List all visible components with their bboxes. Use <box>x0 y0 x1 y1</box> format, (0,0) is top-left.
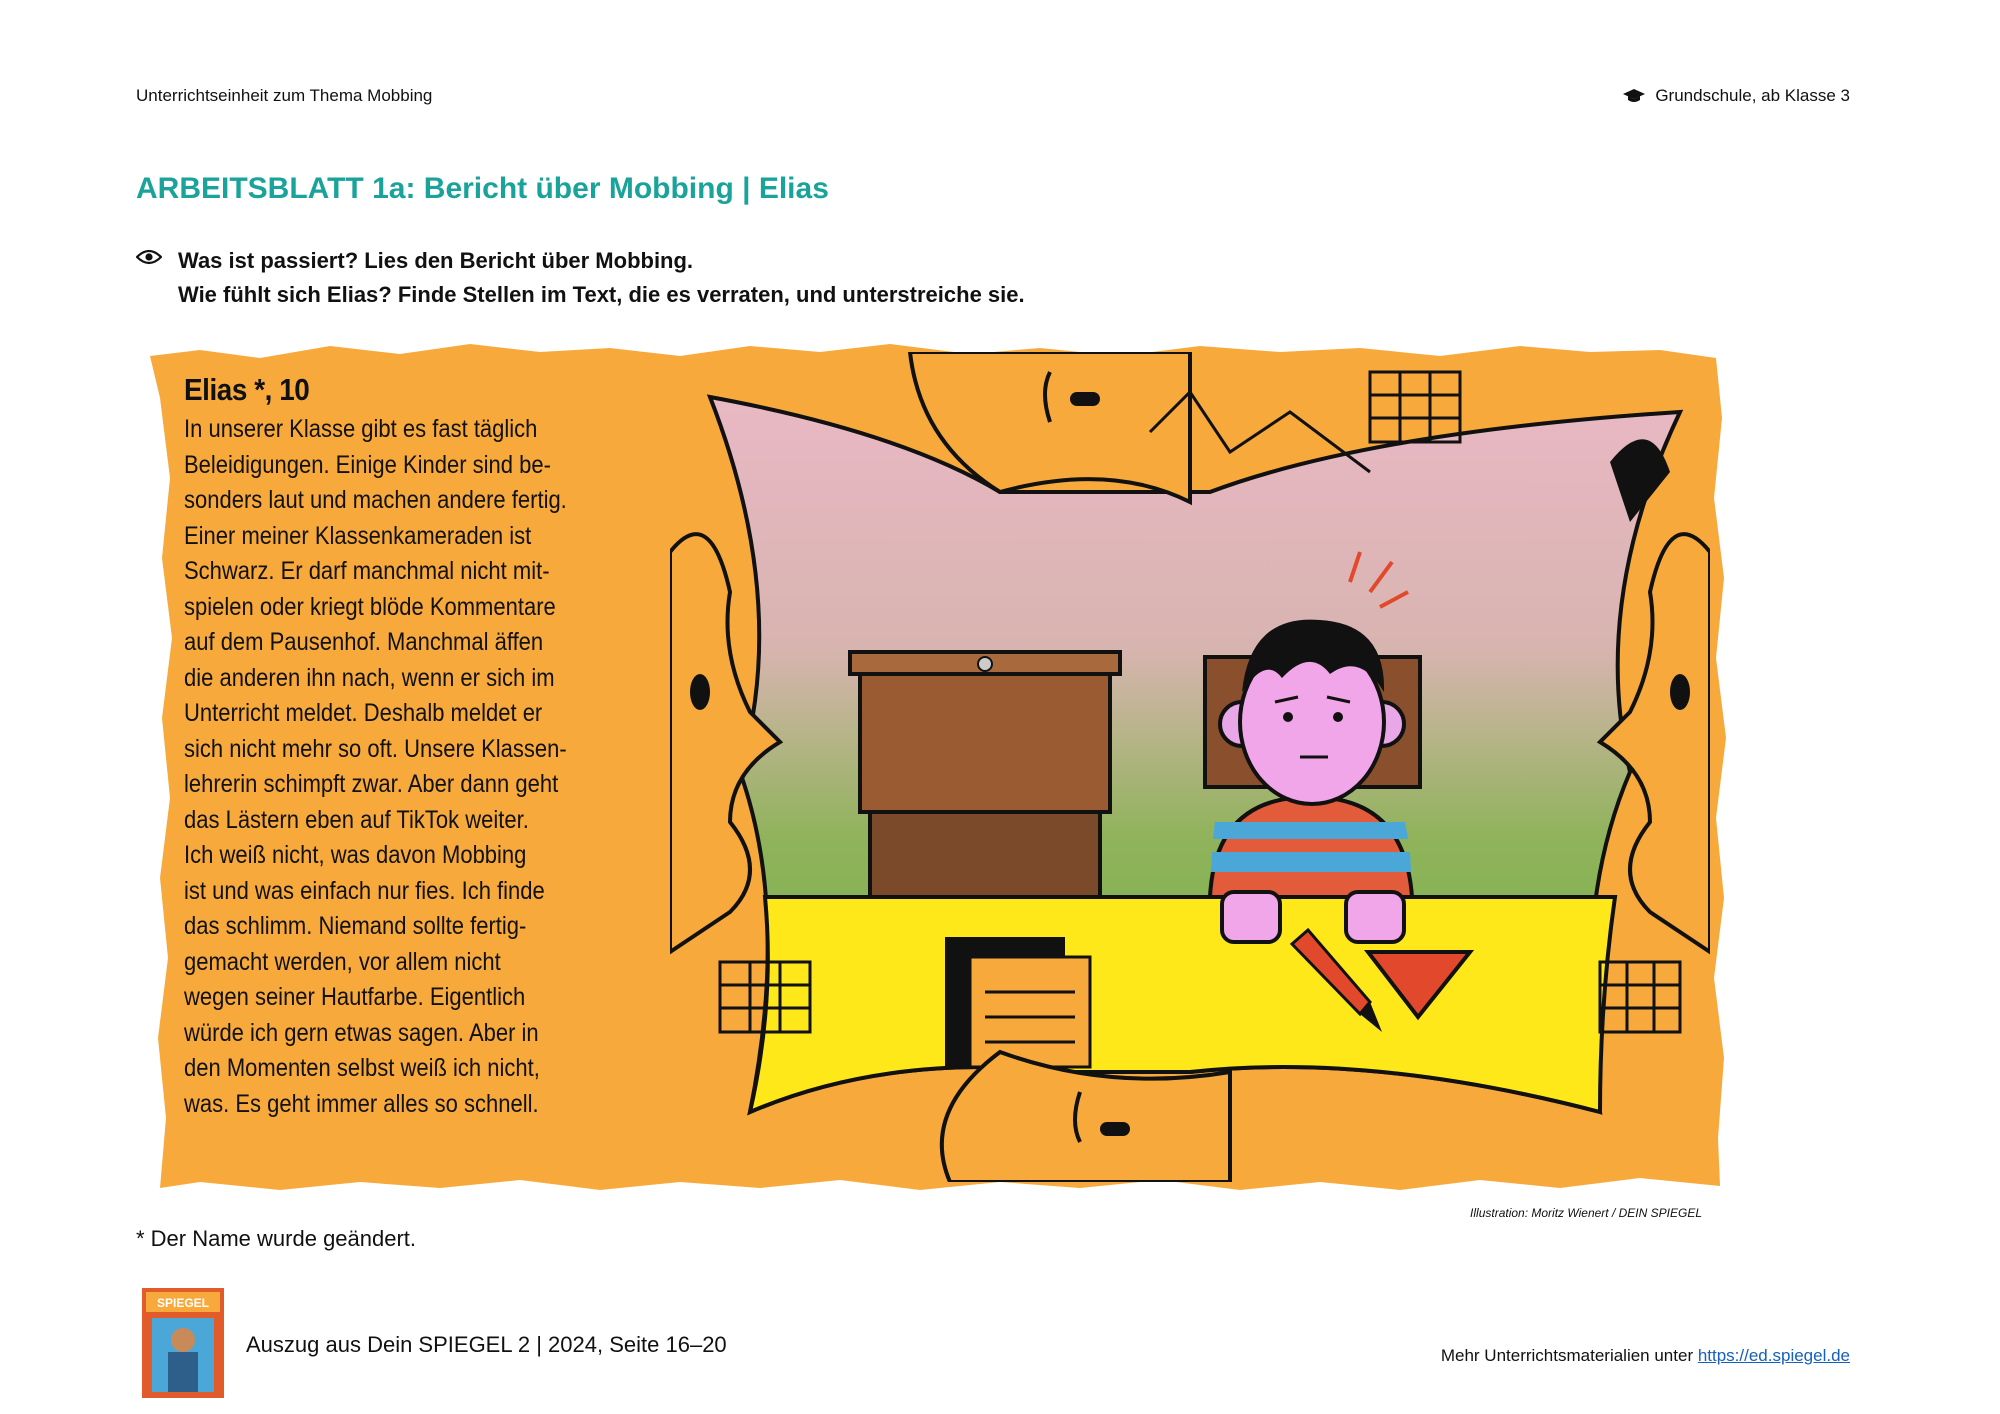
task-instructions <box>136 244 1025 312</box>
illustration-boy-surrounded-by-faces <box>670 352 1710 1182</box>
story-line: sich nicht mehr so oft. Unsere Klassen- <box>184 734 567 763</box>
story-line: Schwarz. Er darf manchmal nicht mit- <box>184 557 550 585</box>
header-unit-title: Unterrichtseinheit zum Thema Mobbing <box>136 86 433 105</box>
graduation-cap-icon <box>1623 88 1645 104</box>
story-text <box>184 372 644 1122</box>
more-materials-link[interactable]: https://ed.spiegel.de <box>1697 1346 1850 1365</box>
story-line: In unserer Klasse gibt es fast täglich <box>184 415 538 443</box>
story-body <box>184 412 642 1122</box>
header-grade-level <box>1623 86 1850 106</box>
illustration-credit: Illustration: Moritz Wienert / DEIN SPIEGEL <box>1470 1206 1702 1220</box>
eye-icon <box>136 248 162 266</box>
story-line: wegen seiner Hautfarbe. Eigentlich <box>184 983 526 1011</box>
story-line: Beleidigungen. Einige Kinder sind be- <box>184 450 551 479</box>
source-reference: Auszug aus Dein SPIEGEL 2 | 2024, Seite 16–20 <box>246 1332 727 1357</box>
story-line: würde ich gern etwas sagen. Aber in <box>184 1018 539 1047</box>
story-line: lehrerin schimpft zwar. Aber dann geht <box>184 770 559 798</box>
story-line: auf dem Pausenhof. Manchmal äffen <box>184 628 544 656</box>
story-line: das Lästern eben auf TikTok weiter. <box>184 805 529 834</box>
story-line: spielen oder kriegt blöde Kommentare <box>184 592 556 621</box>
story-line: den Momenten selbst weiß ich nicht, <box>184 1054 540 1082</box>
story-line: Ich weiß nicht, was davon Mobbing <box>184 841 527 869</box>
story-line: Unterricht meldet. Deshalb meldet er <box>184 699 543 727</box>
story-line: das schlimm. Niemand sollte fertig- <box>184 912 527 940</box>
story-line: was. Es geht immer alles so schnell. <box>184 1089 539 1118</box>
footnote: * Der Name wurde geändert. <box>136 1226 417 1251</box>
story-line: die anderen ihn nach, wenn er sich im <box>184 663 555 692</box>
story-line: gemacht werden, vor allem nicht <box>184 947 501 976</box>
more-materials-label: Mehr Unterrichtsmaterialien unter <box>1440 1346 1698 1365</box>
worksheet-title: ARBEITSBLATT 1a: Bericht über Mobbing | Elias <box>136 172 829 205</box>
story-line: Einer meiner Klassenkameraden ist <box>184 521 532 550</box>
story-heading: Elias *, 10 <box>184 372 310 407</box>
cover-title: SPIEGEL <box>156 1296 210 1310</box>
story-line: ist und was einfach nur fies. Ich finde <box>184 876 545 905</box>
more-materials <box>1441 1346 1850 1366</box>
task-line-2: Wie fühlt sich Elias? Finde Stellen im Text, die es verraten, und unterstreiche sie. <box>178 282 1025 307</box>
story-line: sonders laut und machen andere fertig. <box>184 486 567 514</box>
task-line-1: Was ist passiert? Lies den Bericht über Mobbing. <box>178 248 694 273</box>
magazine-cover-thumbnail <box>142 1288 224 1398</box>
grade-level-label: Grundschule, ab Klasse 3 <box>1655 86 1850 105</box>
